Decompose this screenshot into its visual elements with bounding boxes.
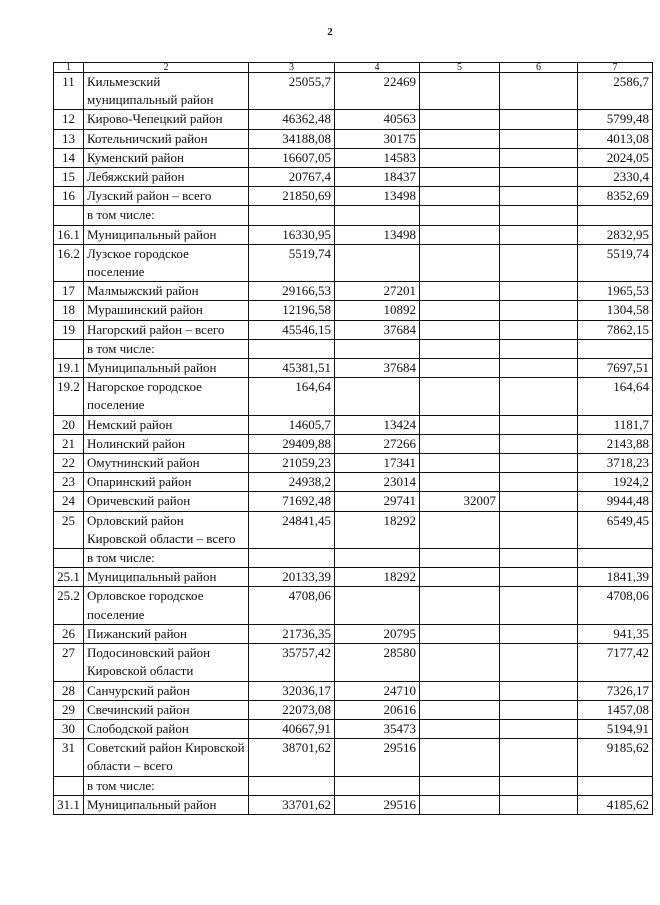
col-3-value bbox=[249, 339, 335, 358]
district-name: Малмыжский район bbox=[84, 282, 249, 301]
row-number: 22 bbox=[54, 454, 84, 473]
table-row bbox=[54, 454, 653, 473]
col-3-value: 32036,17 bbox=[249, 681, 335, 700]
col-4-value: 18437 bbox=[335, 168, 420, 187]
row-number: 15 bbox=[54, 168, 84, 187]
row-number: 17 bbox=[54, 282, 84, 301]
table-row bbox=[54, 73, 653, 110]
col-4-value: 10892 bbox=[335, 301, 420, 320]
col-3-value bbox=[249, 206, 335, 225]
col-7-value bbox=[578, 549, 653, 568]
table-row bbox=[54, 320, 653, 339]
col-3-value: 14605,7 bbox=[249, 415, 335, 434]
col-4-value: 29516 bbox=[335, 795, 420, 814]
district-name: Орловское городское поселение bbox=[84, 587, 249, 624]
district-name: Слободской район bbox=[84, 719, 249, 738]
col-7-value: 4013,08 bbox=[578, 129, 653, 148]
col-4-value: 29741 bbox=[335, 492, 420, 511]
col-5-value bbox=[420, 359, 500, 378]
col-header-4: 4 bbox=[335, 63, 420, 73]
col-6-value bbox=[500, 301, 578, 320]
col-7-value: 7862,15 bbox=[578, 320, 653, 339]
row-number: 27 bbox=[54, 644, 84, 681]
col-4-value: 18292 bbox=[335, 511, 420, 548]
col-4-value bbox=[335, 206, 420, 225]
col-5-value bbox=[420, 187, 500, 206]
row-number: 16 bbox=[54, 187, 84, 206]
col-7-value bbox=[578, 206, 653, 225]
col-5-value bbox=[420, 73, 500, 110]
budget-table bbox=[53, 62, 653, 815]
table-row bbox=[54, 795, 653, 814]
col-5-value bbox=[420, 415, 500, 434]
col-4-value: 28580 bbox=[335, 644, 420, 681]
col-6-value bbox=[500, 776, 578, 795]
col-4-value: 18292 bbox=[335, 568, 420, 587]
col-3-value: 29409,88 bbox=[249, 434, 335, 453]
col-6-value bbox=[500, 568, 578, 587]
col-4-value bbox=[335, 339, 420, 358]
col-3-value: 71692,48 bbox=[249, 492, 335, 511]
col-5-value: 32007 bbox=[420, 492, 500, 511]
col-4-value: 17341 bbox=[335, 454, 420, 473]
col-4-value: 13424 bbox=[335, 415, 420, 434]
col-3-value bbox=[249, 776, 335, 795]
row-number: 14 bbox=[54, 148, 84, 167]
row-number: 30 bbox=[54, 719, 84, 738]
col-3-value: 16607,05 bbox=[249, 148, 335, 167]
col-6-value bbox=[500, 339, 578, 358]
col-7-value: 6549,45 bbox=[578, 511, 653, 548]
col-5-value bbox=[420, 244, 500, 281]
row-number: 16.1 bbox=[54, 225, 84, 244]
col-6-value bbox=[500, 681, 578, 700]
col-5-value bbox=[420, 148, 500, 167]
row-number: 28 bbox=[54, 681, 84, 700]
col-5-value bbox=[420, 225, 500, 244]
col-4-value: 30175 bbox=[335, 129, 420, 148]
col-5-value bbox=[420, 378, 500, 415]
col-3-value: 45381,51 bbox=[249, 359, 335, 378]
col-6-value bbox=[500, 644, 578, 681]
col-5-value bbox=[420, 282, 500, 301]
col-4-value: 35473 bbox=[335, 719, 420, 738]
row-number: 16.2 bbox=[54, 244, 84, 281]
col-7-value: 9944,48 bbox=[578, 492, 653, 511]
col-header-7: 7 bbox=[578, 63, 653, 73]
col-5-value bbox=[420, 320, 500, 339]
col-5-value bbox=[420, 568, 500, 587]
col-6-value bbox=[500, 700, 578, 719]
col-4-value: 37684 bbox=[335, 359, 420, 378]
col-3-value: 4708,06 bbox=[249, 587, 335, 624]
col-4-value: 27201 bbox=[335, 282, 420, 301]
district-name: Оричевский район bbox=[84, 492, 249, 511]
district-name: Мурашинский район bbox=[84, 301, 249, 320]
col-4-value: 13498 bbox=[335, 187, 420, 206]
table-row bbox=[54, 168, 653, 187]
row-number: 20 bbox=[54, 415, 84, 434]
col-header-1: 1 bbox=[54, 63, 84, 73]
district-name: Котельничский район bbox=[84, 129, 249, 148]
row-number: 26 bbox=[54, 624, 84, 643]
district-name: Кильмезский муниципальный район bbox=[84, 73, 249, 110]
col-7-value bbox=[578, 339, 653, 358]
col-3-value: 33701,62 bbox=[249, 795, 335, 814]
col-3-value: 16330,95 bbox=[249, 225, 335, 244]
col-5-value bbox=[420, 434, 500, 453]
col-7-value bbox=[578, 776, 653, 795]
col-3-value: 40667,91 bbox=[249, 719, 335, 738]
col-3-value: 5519,74 bbox=[249, 244, 335, 281]
col-header-3: 3 bbox=[249, 63, 335, 73]
table-row bbox=[54, 739, 653, 776]
col-7-value: 9185,62 bbox=[578, 739, 653, 776]
col-6-value bbox=[500, 511, 578, 548]
col-6-value bbox=[500, 244, 578, 281]
col-7-value: 8352,69 bbox=[578, 187, 653, 206]
col-5-value bbox=[420, 624, 500, 643]
district-name: Орловский район Кировской области – всего bbox=[84, 511, 249, 548]
col-5-value bbox=[420, 110, 500, 129]
col-4-value: 23014 bbox=[335, 473, 420, 492]
col-6-value bbox=[500, 187, 578, 206]
table-row bbox=[54, 415, 653, 434]
table-row bbox=[54, 624, 653, 643]
col-3-value: 21736,35 bbox=[249, 624, 335, 643]
district-name: Советский район Кировской области – всего bbox=[84, 739, 249, 776]
col-3-value: 20767,4 bbox=[249, 168, 335, 187]
col-5-value bbox=[420, 681, 500, 700]
col-7-value: 7326,17 bbox=[578, 681, 653, 700]
col-4-value bbox=[335, 776, 420, 795]
col-4-value: 40563 bbox=[335, 110, 420, 129]
row-number: 19.1 bbox=[54, 359, 84, 378]
table-row bbox=[54, 359, 653, 378]
col-5-value bbox=[420, 587, 500, 624]
col-4-value: 29516 bbox=[335, 739, 420, 776]
row-number: 25.1 bbox=[54, 568, 84, 587]
col-6-value bbox=[500, 454, 578, 473]
col-5-value bbox=[420, 339, 500, 358]
col-6-value bbox=[500, 624, 578, 643]
col-3-value: 22073,08 bbox=[249, 700, 335, 719]
col-6-value bbox=[500, 434, 578, 453]
table-row bbox=[54, 568, 653, 587]
district-name: Лузское городское поселение bbox=[84, 244, 249, 281]
col-4-value bbox=[335, 587, 420, 624]
district-name: Подосиновский район Кировской области bbox=[84, 644, 249, 681]
col-3-value: 29166,53 bbox=[249, 282, 335, 301]
col-5-value bbox=[420, 301, 500, 320]
col-5-value bbox=[420, 719, 500, 738]
table-row bbox=[54, 244, 653, 281]
row-number: 18 bbox=[54, 301, 84, 320]
col-6-value bbox=[500, 225, 578, 244]
col-5-value bbox=[420, 776, 500, 795]
col-3-value: 12196,58 bbox=[249, 301, 335, 320]
col-3-value: 46362,48 bbox=[249, 110, 335, 129]
col-6-value bbox=[500, 795, 578, 814]
district-name: Лузский район – всего bbox=[84, 187, 249, 206]
col-3-value: 25055,7 bbox=[249, 73, 335, 110]
district-name: Муниципальный район bbox=[84, 795, 249, 814]
col-5-value bbox=[420, 454, 500, 473]
table-row bbox=[54, 225, 653, 244]
col-5-value bbox=[420, 700, 500, 719]
col-7-value: 1457,08 bbox=[578, 700, 653, 719]
col-6-value bbox=[500, 110, 578, 129]
table-row bbox=[54, 110, 653, 129]
col-3-value: 21850,69 bbox=[249, 187, 335, 206]
table-row bbox=[54, 282, 653, 301]
col-6-value bbox=[500, 549, 578, 568]
col-4-value: 14583 bbox=[335, 148, 420, 167]
row-number: 24 bbox=[54, 492, 84, 511]
col-7-value: 2024,05 bbox=[578, 148, 653, 167]
col-4-value: 20795 bbox=[335, 624, 420, 643]
col-7-value: 1181,7 bbox=[578, 415, 653, 434]
col-7-value: 4708,06 bbox=[578, 587, 653, 624]
col-header-6: 6 bbox=[500, 63, 578, 73]
row-number: 21 bbox=[54, 434, 84, 453]
col-6-value bbox=[500, 129, 578, 148]
col-6-value bbox=[500, 73, 578, 110]
table-row bbox=[54, 187, 653, 206]
col-6-value bbox=[500, 719, 578, 738]
col-3-value: 20133,39 bbox=[249, 568, 335, 587]
col-7-value: 2330,4 bbox=[578, 168, 653, 187]
district-name: Нагорское городское поселение bbox=[84, 378, 249, 415]
col-7-value: 2832,95 bbox=[578, 225, 653, 244]
col-4-value bbox=[335, 549, 420, 568]
col-6-value bbox=[500, 492, 578, 511]
col-7-value: 1924,2 bbox=[578, 473, 653, 492]
row-number: 23 bbox=[54, 473, 84, 492]
row-number: 19 bbox=[54, 320, 84, 339]
col-3-value: 35757,42 bbox=[249, 644, 335, 681]
col-6-value bbox=[500, 320, 578, 339]
col-3-value bbox=[249, 549, 335, 568]
col-6-value bbox=[500, 587, 578, 624]
district-name: Омутнинский район bbox=[84, 454, 249, 473]
col-6-value bbox=[500, 168, 578, 187]
district-name: Санчурский район bbox=[84, 681, 249, 700]
district-name: Муниципальный район bbox=[84, 359, 249, 378]
col-7-value: 7177,42 bbox=[578, 644, 653, 681]
row-number: 25.2 bbox=[54, 587, 84, 624]
col-5-value bbox=[420, 129, 500, 148]
row-number: 11 bbox=[54, 73, 84, 110]
row-number: 31.1 bbox=[54, 795, 84, 814]
col-5-value bbox=[420, 206, 500, 225]
row-number: 19.2 bbox=[54, 378, 84, 415]
row-number bbox=[54, 776, 84, 795]
district-name: в том числе: bbox=[84, 339, 249, 358]
row-number bbox=[54, 206, 84, 225]
col-6-value bbox=[500, 206, 578, 225]
district-name: Нолинский район bbox=[84, 434, 249, 453]
col-6-value bbox=[500, 282, 578, 301]
table-row bbox=[54, 492, 653, 511]
col-7-value: 2143,88 bbox=[578, 434, 653, 453]
col-5-value bbox=[420, 739, 500, 776]
district-name: Пижанский район bbox=[84, 624, 249, 643]
header-row bbox=[54, 63, 653, 73]
col-7-value: 5194,91 bbox=[578, 719, 653, 738]
table-row bbox=[54, 587, 653, 624]
col-7-value: 4185,62 bbox=[578, 795, 653, 814]
table-row bbox=[54, 378, 653, 415]
district-name: Кирово-Чепецкий район bbox=[84, 110, 249, 129]
col-3-value: 164,64 bbox=[249, 378, 335, 415]
col-7-value: 164,64 bbox=[578, 378, 653, 415]
district-name: Лебяжский район bbox=[84, 168, 249, 187]
col-7-value: 941,35 bbox=[578, 624, 653, 643]
row-number: 12 bbox=[54, 110, 84, 129]
col-5-value bbox=[420, 511, 500, 548]
table-row bbox=[54, 473, 653, 492]
table-row bbox=[54, 511, 653, 548]
col-5-value bbox=[420, 168, 500, 187]
col-6-value bbox=[500, 739, 578, 776]
col-3-value: 24841,45 bbox=[249, 511, 335, 548]
table-row bbox=[54, 719, 653, 738]
col-7-value: 1304,58 bbox=[578, 301, 653, 320]
col-header-5: 5 bbox=[420, 63, 500, 73]
district-name: Нагорский район – всего bbox=[84, 320, 249, 339]
col-7-value: 1965,53 bbox=[578, 282, 653, 301]
row-number: 29 bbox=[54, 700, 84, 719]
col-5-value bbox=[420, 795, 500, 814]
col-header-2: 2 bbox=[84, 63, 249, 73]
col-6-value bbox=[500, 473, 578, 492]
col-3-value: 34188,08 bbox=[249, 129, 335, 148]
row-number: 13 bbox=[54, 129, 84, 148]
col-5-value bbox=[420, 473, 500, 492]
district-name: в том числе: bbox=[84, 776, 249, 795]
district-name: в том числе: bbox=[84, 549, 249, 568]
col-6-value bbox=[500, 415, 578, 434]
col-3-value: 45546,15 bbox=[249, 320, 335, 339]
col-6-value bbox=[500, 359, 578, 378]
table-row bbox=[54, 681, 653, 700]
col-4-value: 24710 bbox=[335, 681, 420, 700]
col-4-value: 13498 bbox=[335, 225, 420, 244]
col-4-value: 27266 bbox=[335, 434, 420, 453]
col-6-value bbox=[500, 378, 578, 415]
col-3-value: 38701,62 bbox=[249, 739, 335, 776]
col-7-value: 2586,7 bbox=[578, 73, 653, 110]
table-row bbox=[54, 700, 653, 719]
district-name: Муниципальный район bbox=[84, 568, 249, 587]
col-7-value: 3718,23 bbox=[578, 454, 653, 473]
row-number bbox=[54, 339, 84, 358]
col-7-value: 5519,74 bbox=[578, 244, 653, 281]
row-number: 25 bbox=[54, 511, 84, 548]
row-number bbox=[54, 549, 84, 568]
col-4-value bbox=[335, 244, 420, 281]
district-name: Свечинский район bbox=[84, 700, 249, 719]
district-name: Опаринский район bbox=[84, 473, 249, 492]
col-5-value bbox=[420, 549, 500, 568]
col-7-value: 5799,48 bbox=[578, 110, 653, 129]
district-name: Немский район bbox=[84, 415, 249, 434]
table-row bbox=[54, 644, 653, 681]
col-4-value: 20616 bbox=[335, 700, 420, 719]
col-7-value: 1841,39 bbox=[578, 568, 653, 587]
table-row bbox=[54, 434, 653, 453]
col-5-value bbox=[420, 644, 500, 681]
row-number: 31 bbox=[54, 739, 84, 776]
district-name: Куменский район bbox=[84, 148, 249, 167]
table-row bbox=[54, 339, 653, 358]
col-3-value: 21059,23 bbox=[249, 454, 335, 473]
col-3-value: 24938,2 bbox=[249, 473, 335, 492]
district-name: в том числе: bbox=[84, 206, 249, 225]
col-4-value: 22469 bbox=[335, 73, 420, 110]
col-4-value bbox=[335, 378, 420, 415]
table-body bbox=[54, 73, 653, 815]
page-number: 2 bbox=[327, 26, 333, 38]
table-row bbox=[54, 206, 653, 225]
col-6-value bbox=[500, 148, 578, 167]
table-row bbox=[54, 776, 653, 795]
col-7-value: 7697,51 bbox=[578, 359, 653, 378]
district-name: Муниципальный район bbox=[84, 225, 249, 244]
table-row bbox=[54, 148, 653, 167]
table-row bbox=[54, 129, 653, 148]
col-4-value: 37684 bbox=[335, 320, 420, 339]
table-row bbox=[54, 301, 653, 320]
table-row bbox=[54, 549, 653, 568]
